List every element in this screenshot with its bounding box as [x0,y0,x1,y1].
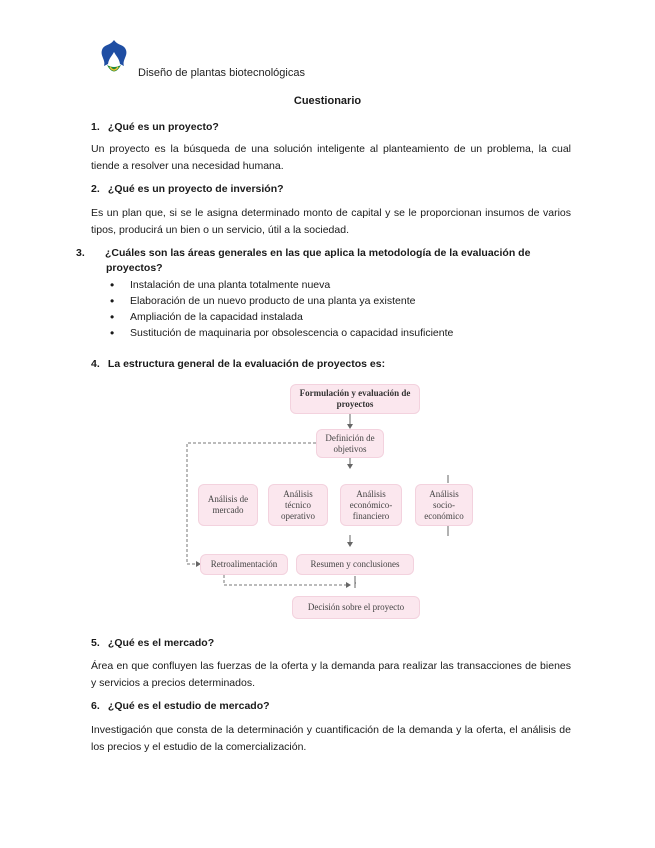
list-item: • Elaboración de un nuevo producto de una planta ya existente [110,293,453,309]
areas-list [110,277,453,341]
box-economic-analysis: Análisis económico-financiero [340,484,402,526]
question-5 [91,636,571,651]
question-number: 1. [91,121,100,133]
question-number: 3. [76,247,85,259]
box-socioeconomic-analysis: Análisis socio-económico [415,484,473,526]
document-title: Cuestionario [293,95,362,107]
question-text: ¿Qué es el mercado? [107,637,215,649]
question-number: 4. [91,358,100,370]
box-technical-analysis: Análisis técnico operativo [268,484,328,526]
box-decision: Decisión sobre el proyecto [292,596,420,619]
question-text: La estructura general de la evaluación de proyectos es: [107,358,386,370]
evaluation-structure-diagram [180,380,480,625]
university-shield-logo [98,38,130,78]
header-title: Diseño de plantas biotecnológicas [138,67,305,79]
question-number: 6. [91,700,100,712]
question-1 [91,120,571,135]
box-formulation: Formulación y evaluación de proyectos [290,384,420,414]
question-4 [91,357,571,372]
box-feedback: Retroalimentación [200,554,288,575]
question-text: ¿Cuáles son las áreas generales en las que aplica la metodología de la evaluación de proyectos? [105,247,531,274]
question-number: 5. [91,637,100,649]
answer-5: Área en que confluyen las fuerzas de la oferta y la demanda para realizar las transacciones de bienes y servicios a precios determinados. [91,660,571,689]
question-2 [91,182,571,197]
question-number: 2. [91,183,100,195]
list-item: • Instalación de una planta totalmente nueva [110,277,453,293]
answer-2: Es un plan que, si se le asigna determinado monto de capital y se le proporcionan insumos de varios tipos, producirá un bien o un servicio, útil a la sociedad. [91,207,571,236]
answer-6: Investigación que consta de la determinación y cuantificación de la demanda y la oferta, el análisis de los precios y el estudio de la comercialización. [91,724,571,753]
box-objectives: Definición de objetivos [316,429,384,458]
question-text: ¿Qué es un proyecto de inversión? [107,183,284,195]
answer-1: Un proyecto es la búsqueda de una solución inteligente al planteamiento de un problema, la cual tiende a resolver una necesidad humana. [91,143,571,172]
box-market-analysis: Análisis de mercado [198,484,258,526]
list-item: • Sustitución de maquinaria por obsolescencia o capacidad insuficiente [110,325,453,341]
list-item: • Ampliación de la capacidad instalada [110,309,453,325]
question-text: ¿Qué es un proyecto? [107,121,219,133]
box-summary: Resumen y conclusiones [296,554,414,575]
question-6 [91,699,571,714]
question-3 [76,246,586,276]
question-text: ¿Qué es el estudio de mercado? [107,700,270,712]
